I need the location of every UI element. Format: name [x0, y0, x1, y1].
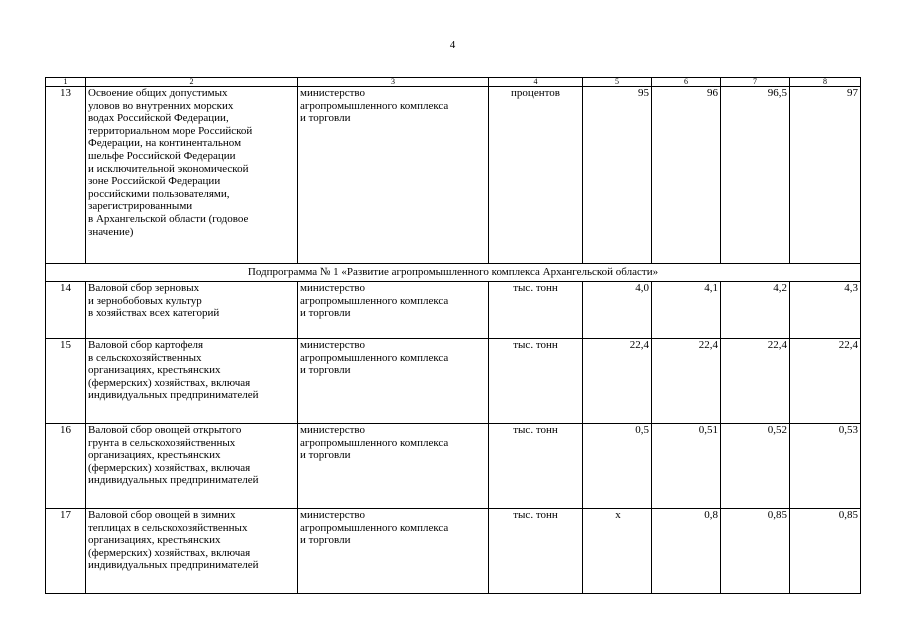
indicators-table — [45, 77, 861, 594]
value-cell: 0,53 — [790, 424, 861, 509]
value-cell: 0,51 — [652, 424, 721, 509]
row-number: 14 — [46, 282, 86, 339]
value-cell: 4,1 — [652, 282, 721, 339]
table-row — [46, 87, 861, 264]
value-cell: х — [583, 509, 652, 594]
value-cell: 22,4 — [583, 339, 652, 424]
column-number: 5 — [583, 78, 652, 87]
unit: процентов — [489, 87, 583, 264]
row-number: 17 — [46, 509, 86, 594]
responsible-body: министерство агропромышленного комплекса и торговли — [298, 87, 489, 264]
column-number: 7 — [721, 78, 790, 87]
subprogram-row — [46, 264, 861, 282]
unit: тыс. тонн — [489, 339, 583, 424]
indicator-name: Валовой сбор овощей открытого грунта в сельскохозяйственных организациях, крестьянских (фермерских) хозяйствах, включая индивидуальных предпринимателей — [86, 424, 298, 509]
value-cell: 95 — [583, 87, 652, 264]
indicator-name: Валовой сбор зерновых и зернобобовых культур в хозяйствах всех категорий — [86, 282, 298, 339]
row-number: 13 — [46, 87, 86, 264]
table-row — [46, 282, 861, 339]
indicator-name: Освоение общих допустимых уловов во внутренних морских водах Российской Федерации, территориальном море Российской Федерации, на континентальном шельфе Российской Федерации и исключительной экономической зоне Российской Федерации российскими пользователями, зарегистрированными в Архангельской области (годовое значение) — [86, 87, 298, 264]
responsible-body: министерство агропромышленного комплекса и торговли — [298, 509, 489, 594]
table-row — [46, 339, 861, 424]
value-cell: 0,85 — [790, 509, 861, 594]
column-number: 2 — [86, 78, 298, 87]
value-cell: 22,4 — [721, 339, 790, 424]
responsible-body: министерство агропромышленного комплекса и торговли — [298, 424, 489, 509]
row-number: 15 — [46, 339, 86, 424]
column-number: 6 — [652, 78, 721, 87]
value-cell: 0,85 — [721, 509, 790, 594]
value-cell: 22,4 — [652, 339, 721, 424]
value-cell: 97 — [790, 87, 861, 264]
value-cell: 0,52 — [721, 424, 790, 509]
responsible-body: министерство агропромышленного комплекса и торговли — [298, 339, 489, 424]
indicator-name: Валовой сбор картофеля в сельскохозяйственных организациях, крестьянских (фермерских) хозяйствах, включая индивидуальных предпринимателей — [86, 339, 298, 424]
page-number: 4 — [449, 39, 456, 51]
table-row — [46, 424, 861, 509]
value-cell: 22,4 — [790, 339, 861, 424]
unit: тыс. тонн — [489, 424, 583, 509]
unit: тыс. тонн — [489, 282, 583, 339]
value-cell: 4,3 — [790, 282, 861, 339]
column-number: 4 — [489, 78, 583, 87]
value-cell: 0,5 — [583, 424, 652, 509]
row-number: 16 — [46, 424, 86, 509]
column-number: 1 — [46, 78, 86, 87]
value-cell: 96,5 — [721, 87, 790, 264]
unit: тыс. тонн — [489, 509, 583, 594]
column-number: 8 — [790, 78, 861, 87]
indicator-name: Валовой сбор овощей в зимних теплицах в сельскохозяйственных организациях, крестьянских (фермерских) хозяйствах, включая индивидуальных предпринимателей — [86, 509, 298, 594]
subprogram-title: Подпрограмма № 1 «Развитие агропромышленного комплекса Архангельской области» — [46, 264, 861, 282]
responsible-body: министерство агропромышленного комплекса и торговли — [298, 282, 489, 339]
value-cell: 96 — [652, 87, 721, 264]
value-cell: 4,0 — [583, 282, 652, 339]
column-number-row — [46, 78, 861, 87]
value-cell: 4,2 — [721, 282, 790, 339]
value-cell: 0,8 — [652, 509, 721, 594]
table-row — [46, 509, 861, 594]
column-number: 3 — [298, 78, 489, 87]
